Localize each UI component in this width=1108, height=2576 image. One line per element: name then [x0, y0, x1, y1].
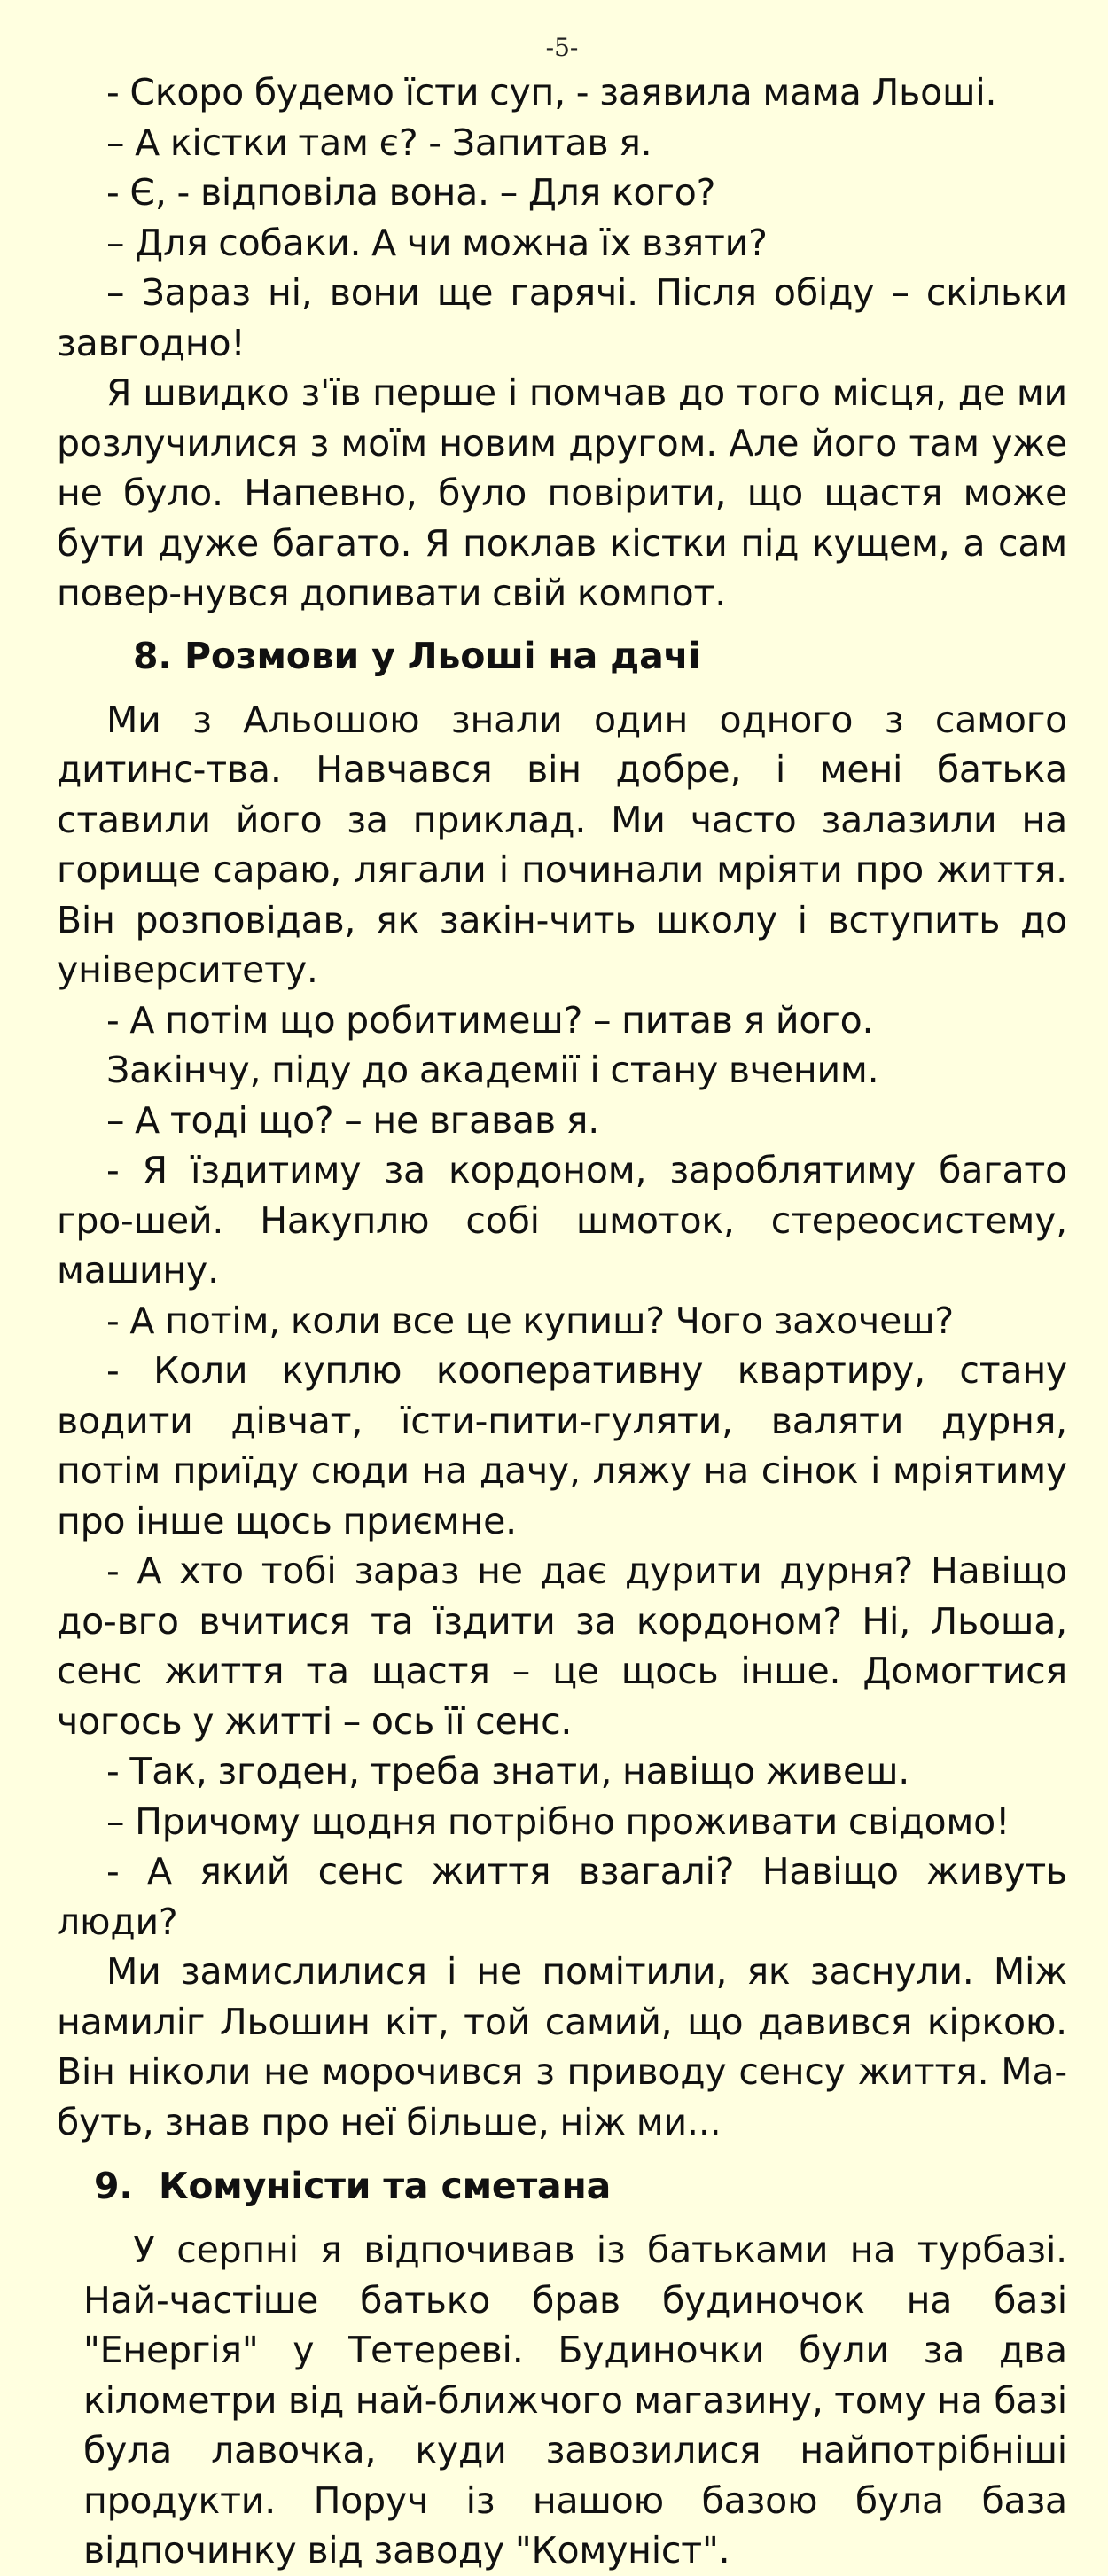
paragraph: - Я їздитиму за кордоном, зароблятиму багато гро-шей. Накуплю собі шмоток, стереосистему, машину. — [57, 1149, 1067, 1292]
paragraph: - А який сенс життя взагалі? Навіщо живуть люди? — [57, 1850, 1067, 1943]
section-number: 9. — [94, 2165, 133, 2207]
paragraph: – А тоді що? – не вгавав я. — [106, 1098, 600, 1142]
paragraph: Ми замислилися і не помітили, як заснули. Між намиліг Льошин кіт, той самий, що давився кіркою. Він ніколи не морочився з приводу сенсу життя. Ма-буть, знав про неї більше, ніж ми... — [57, 1950, 1067, 2143]
paragraph: - Скоро будемо їсти суп, - заявила мама Льоші. — [106, 71, 997, 113]
paragraph: - Так, згоден, треба знати, навіщо живеш. — [106, 1750, 910, 1792]
section-number: 8. — [133, 634, 172, 677]
paragraph: - А потім що робитимеш? – питав я його. — [106, 998, 874, 1042]
section-8-text — [57, 695, 1067, 2148]
intro-text — [57, 67, 1067, 619]
section-title: Розмови у Льоші на дачі — [184, 634, 701, 677]
paragraph: Я швидко з'їв перше і помчав до того місця, де ми розлучилися з моїм новим другом. Але його там уже не було. Напевно, було повірити, що щастя може бути дуже багато. Я поклав кістки під кущем, а сам повер-нувся допивати свій компот. — [57, 371, 1067, 614]
paragraph: - А хто тобі зараз не дає дурити дурня? Навіщо до-вго вчитися та їздити за кордоном? Ні, Льоша, сенс життя та щастя – це щось інше. Домогтися чогось у житті – ось її сенс. — [57, 1550, 1067, 1743]
paragraph: – Причому щодня потрібно проживати свідомо! — [106, 1799, 1010, 1843]
paragraph: - Є, - відповіла вона. – Для кого? — [106, 171, 716, 214]
paragraph: – Зараз ні, вони ще гарячі. Після обіду – скільки завгодно! — [57, 271, 1067, 364]
page-number: -5- — [545, 33, 579, 62]
paragraph: - Коли куплю кооперативну квартиру, стану водити дівчат, їсти-пити-гуляти, валяти дурня, потім приїду сюди на дачу, ляжу на сінок і мріятиму про інше щось приємне. — [57, 1349, 1067, 1542]
section-heading-8 — [57, 631, 1067, 681]
paragraph: Ми з Альошою знали один одного з самого дитинс-тва. Навчався він добре, і мені батька ставили його за приклад. Ми часто залазили на горище сараю, лягали і починали мріяти про життя. Він розповідав, як закін-чить школу і вступить до університету. — [57, 698, 1067, 991]
paragraph: – Для собаки. А чи можна їх взяти? — [106, 221, 768, 264]
paragraph: Закінчу, піду до академії і стану вченим. — [106, 1049, 879, 1091]
paragraph: – А кістки там є? - Запитав я. — [106, 121, 652, 164]
paragraph: - А потім, коли все це купиш? Чого захочеш? — [106, 1299, 954, 1342]
section-heading-9 — [57, 2161, 1067, 2211]
section-title: Комуністи та сметана — [159, 2165, 612, 2207]
paragraph: У серпні я відпочивав із батьками на турбазі. Най-частіше батько брав будиночок на базі "Енергія" у Тетереві. Будиночки були за два кілометри від най-ближчого магазину, тому на базі була лавочка, куди завозилися найпотрібніші продукти. Поруч із нашою базою була база відпочинку від заводу "Комуніст". — [83, 2229, 1067, 2572]
